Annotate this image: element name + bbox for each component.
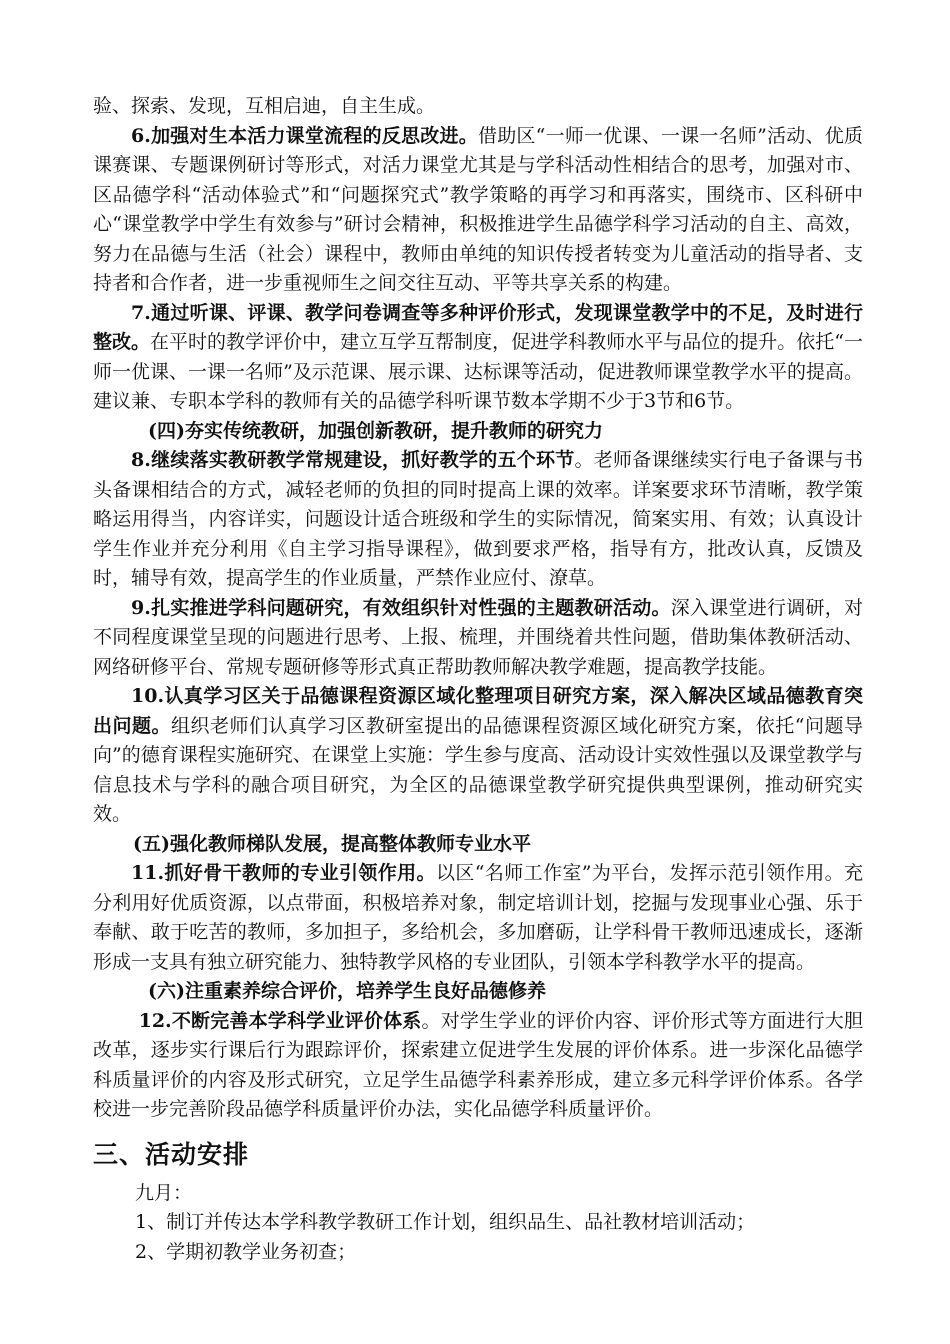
schedule-item: 1、制订并传达本学科教学教研工作计划，组织品生、品社教材培训活动； — [135, 1211, 756, 1233]
paragraph-10-body: 组织老师们认真学习区教研室提出的品德课程资源区域化研究方案，依托“问题导向”的德育课程实施研究、在课堂上实施：学生参与度高、活动设计实效性强以及课堂教学与信息技术与学科的融合项目研究，为全区的品德课堂教学研究提供典型课例，推动研究实效。 — [93, 714, 863, 825]
subheading-5: (五)强化教师梯队发展，提高整体教师专业水平 — [133, 832, 531, 855]
paragraph-8-body: 。老师备课继续实行电子备课与书头备课相结合的方式，减轻老师的负担的同时提高上课的效率。详案要求环节清晰，教学策略运用得当，内容详实，问题设计适合班级和学生的实际情况，简案实用、有效；认真设计学生作业并充分利用《自主学习指导课程》，做到要求严格，指导有方，批改认真，反馈及时，辅导有效，提高学生的作业质量，严禁作业应付、潦草。 — [93, 449, 863, 589]
paragraph-6-body: 借助区“一师一优课、一课一名师”活动、优质课赛课、专题课例研讨等形式，对活力课堂尤其是与学科活动性相结合的思考，加强对市、区品德学科“活动体验式”和“问题探究式”教学策略的再学习和再落实，围绕市、区科研中心“课堂教学中学生有效参与”研讨会精神，积极推进学生品德学科学习活动的自主、高效，努力在品德与生活（社会）课程中，教师由单纯的知识传授者转变为儿童活动的指导者、支持者和合作者，进一步重视师生之间交往互动、平等共享关系的构建。 — [93, 124, 863, 294]
paragraph-7 — [93, 299, 863, 417]
subheading-6: (六)注重素养综合评价，培养学生良好品德修养 — [148, 980, 546, 1002]
paragraph-9-body: 深入课堂进行调研，对不同程度课堂呈现的问题进行思考、上报、梳理，并围绕着共性问题，借助集体教研活动、网络研修平台、常规专题研修等形式真正帮助教师解决教学难题，提高教学技能。 — [93, 596, 863, 678]
paragraph-6-lead: 6.加强对生本活力课堂流程的反思改进。 — [131, 124, 478, 147]
paragraph-12-lead: 12.不断完善本学科学业评价体系 — [138, 1009, 422, 1032]
paragraph-11-lead: 11.抓好骨干教师的专业引领作用。 — [131, 862, 436, 884]
paragraph-12-body: 。对学生学业的评价内容、评价形式等方面进行大胆改革，逐步实行课后行为跟踪评价，探索建立促进学生发展的评价体系。进一步深化品德学科质量评价的内容及形式研究，立足学生品德学科素养形成，建立多元科学评价体系。各学校进一步完善阶段品德学科质量评价办法，实化品德学科质量评价。 — [93, 1009, 863, 1120]
document-page — [93, 92, 863, 1267]
paragraph-6 — [93, 122, 863, 299]
paragraph-10 — [93, 682, 863, 830]
continuation-paragraph: 验、探索、发现，互相启迪，自主生成。 — [93, 95, 436, 117]
paragraph-10-lead: 10.认真学习区关于品德课程资源区域化整理项目研究方案，深入解决区域品德教育突出问题。 — [93, 685, 863, 737]
section-heading-activity-schedule: 三、活动安排 — [93, 1139, 250, 1169]
paragraph-9 — [93, 594, 863, 683]
paragraph-7-body: 在平时的教学评价中，建立互学互帮制度，促进学科教师水平与品位的提升。依托“一师一优课、一课一名师”及示范课、展示课、达标课等活动，促进教师课堂教学水平的提高。建议兼、专职本学科的教师有关的品德学科听课节数本学期不少于3节和6节。 — [93, 331, 863, 412]
paragraph-7-lead: 7.通过听课、评课、教学问卷调查等多种评价形式，发现课堂教学中的不足，及时进行整改。 — [93, 301, 863, 353]
paragraph-9-lead: 9.扎实推进学科问题研究，有效组织针对性强的主题教研活动。 — [131, 596, 671, 619]
month-label: 九月： — [135, 1181, 193, 1204]
paragraph-8-lead: 8.继续落实教研教学常规建设，抓好教学的五个环节 — [131, 449, 575, 471]
paragraph-11 — [93, 859, 863, 977]
subheading-4: (四)夯实传统教研，加强创新教研，提升教师的研究力 — [148, 419, 603, 442]
paragraph-11-body: 以区“名师工作室”为平台，发挥示范引领作用。充分利用好优质资源，以点带面，积极培养对象，制定培训计划，挖掘与发现事业心强、乐于奉献、敢于吃苦的教师，多加担子，多给机会，多加磨砺，让学科骨干教师迅速成长，逐渐形成一支具有独立研究能力、独特教学风格的专业团队，引领本学科教学水平的提高。 — [93, 862, 863, 973]
paragraph-8 — [93, 446, 863, 594]
schedule-item: 2、学期初教学业务初查； — [135, 1240, 357, 1263]
paragraph-12 — [93, 1007, 863, 1125]
